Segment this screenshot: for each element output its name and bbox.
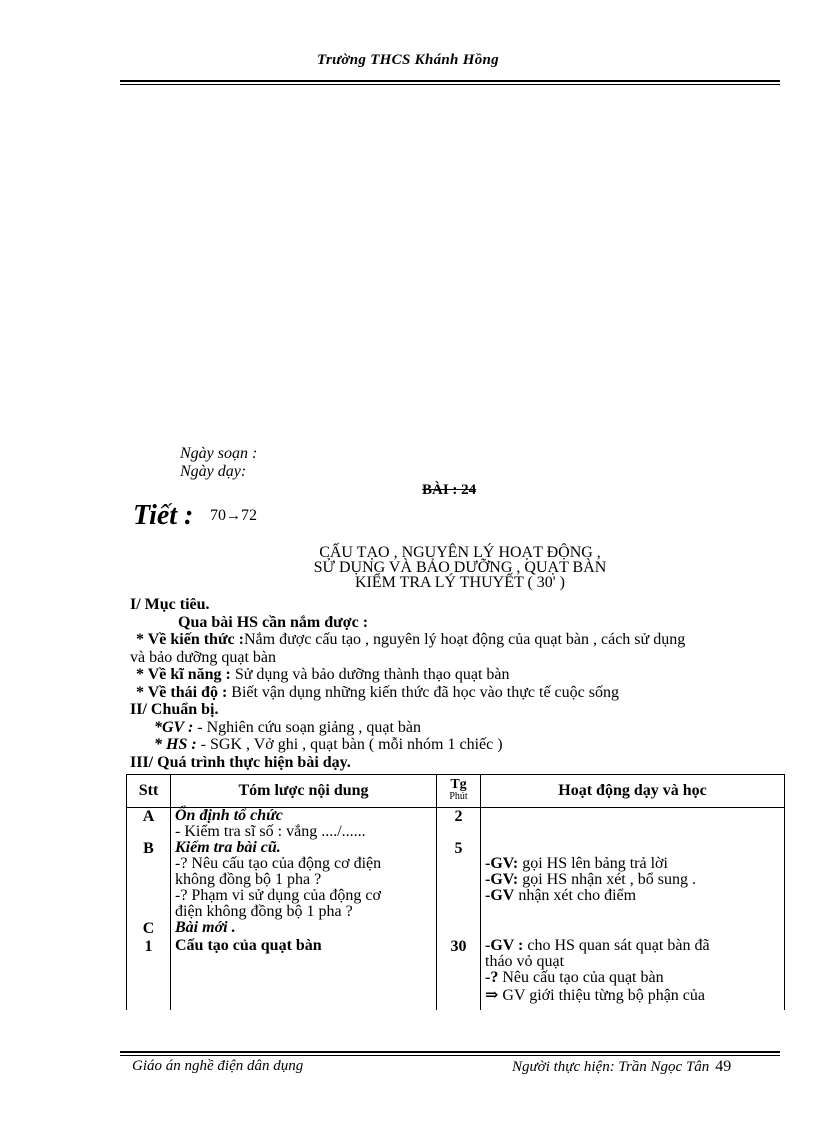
title-line: KIỂM TRA LÝ THUYẾT ( 30' ) [355,574,565,591]
row-tg: 30 [437,938,481,1010]
footer-subject: Giáo án nghề điện dân dụng [132,1058,304,1074]
activity-line: -GV nhận xét cho điểm [485,887,637,904]
row-content [171,808,437,841]
teach-date-label: Ngày dạy: [180,463,247,480]
preparation-heading: II/ Chuẩn bị. [130,701,219,718]
row-stt: C [127,920,171,938]
knowledge-line: * Về kiến thức :Nắm được cấu tạo , nguyên lý hoạt động của quạt bàn , cách sử dụng [136,631,686,648]
table-row [127,808,785,841]
activity-line: -GV: gọi HS lên bảng trả lời [485,855,668,872]
title-line: CẤU TẠO , NGUYÊN LÝ HOẠT ĐỘNG , [319,544,601,561]
row-line: -? Phạm vi sử dụng của động cơ [175,887,381,904]
footer-author: Người thực hiện: Trần Ngọc Tân 49 [512,1058,732,1075]
footer-rule-thin [120,1055,780,1056]
header-rule [120,80,780,82]
gv-prep-line: *GV : - Nghiên cứu soạn giảng , quạt bàn [154,718,421,736]
row-stt: B [127,840,171,920]
process-heading: III/ Quá trình thực hiện bài dạy. [130,753,351,771]
dates-block [180,445,257,481]
activity-line: -? Nêu cấu tạo của quạt bàn [485,969,664,986]
lesson-title [250,545,670,590]
col-header-stt: Stt [127,775,171,808]
row-title: Bài mới . [175,919,236,936]
tiet-to: 72 [241,507,257,524]
activity-line: ⇒ GV giới thiệu từng bộ phận của [485,987,705,1004]
activity-line: tháo vỏ quạt [485,953,565,970]
knowledge-line-2: và bảo dưỡng quạt bàn [130,648,276,666]
row-line: không đồng bộ 1 pha ? [175,871,322,888]
activity-line: -GV : cho HS quan sát quạt bàn đã [485,937,710,954]
lesson-plan-table [126,774,785,1010]
hs-prep-line: * HS : - SGK , Vở ghi , quạt bàn ( mỗi nhóm 1 chiếc ) [154,736,503,753]
activity-line: -GV: gọi HS nhận xét , bổ sung . [485,871,696,888]
title-line: SỬ DỤNG VÀ BẢO DƯỠNG , QUẠT BÀN [313,559,607,576]
footer-rule [120,1051,780,1053]
row-line: - Kiểm tra sĩ số : vắng ..../...... [175,823,366,840]
row-title: Cấu tạo của quạt bàn [175,937,322,954]
tiet-range [210,507,257,525]
header-rule-thin [120,84,780,85]
objectives-intro: Qua bài HS cần nắm được : [178,613,369,631]
row-tg [437,920,481,938]
row-tg: 2 [437,808,481,841]
arrow-right-icon: → [226,508,241,524]
prep-date-label: Ngày soạn : [180,445,258,462]
row-line: điện không đồng bộ 1 pha ? [175,903,353,920]
row-title: Kiểm tra bài cũ. [175,839,281,856]
row-title: Ổn định tổ chức [175,807,283,824]
table-row [127,938,785,1010]
objectives-heading: I/ Mục tiêu. [130,596,210,613]
row-content [171,920,437,938]
table-row [127,920,785,938]
row-activity [481,808,785,841]
row-stt: 1 [127,938,171,1010]
table-header-row [127,775,785,808]
row-activity [481,938,785,1010]
objectives-section [130,596,790,771]
lesson-number: BÀI : 24 [422,482,477,498]
attitude-line: * Về thái độ : Biết vận dụng những kiến thức đã học vào thực tế cuộc sống [136,683,619,701]
row-activity [481,840,785,920]
page-number: 49 [715,1058,732,1075]
skill-line: * Về kĩ năng : Sử dụng và bảo dưỡng thành thạo quạt bàn [136,666,510,683]
col-header-tg: Tg Phút [437,775,481,808]
table-row [127,840,785,920]
col-header-activity: Hoạt động dạy và học [481,775,785,808]
page-header-school: Trường THCS Khánh Hồng [317,52,499,68]
row-tg: 5 [437,840,481,920]
tiet-label: Tiết : [133,500,194,531]
tiet-from: 70 [210,507,226,524]
row-content [171,840,437,920]
row-content [171,938,437,1010]
row-line: -? Nêu cấu tạo của động cơ điện [175,855,382,872]
row-activity [481,920,785,938]
row-stt: A [127,808,171,841]
col-header-content: Tóm lược nội dung [171,775,437,808]
